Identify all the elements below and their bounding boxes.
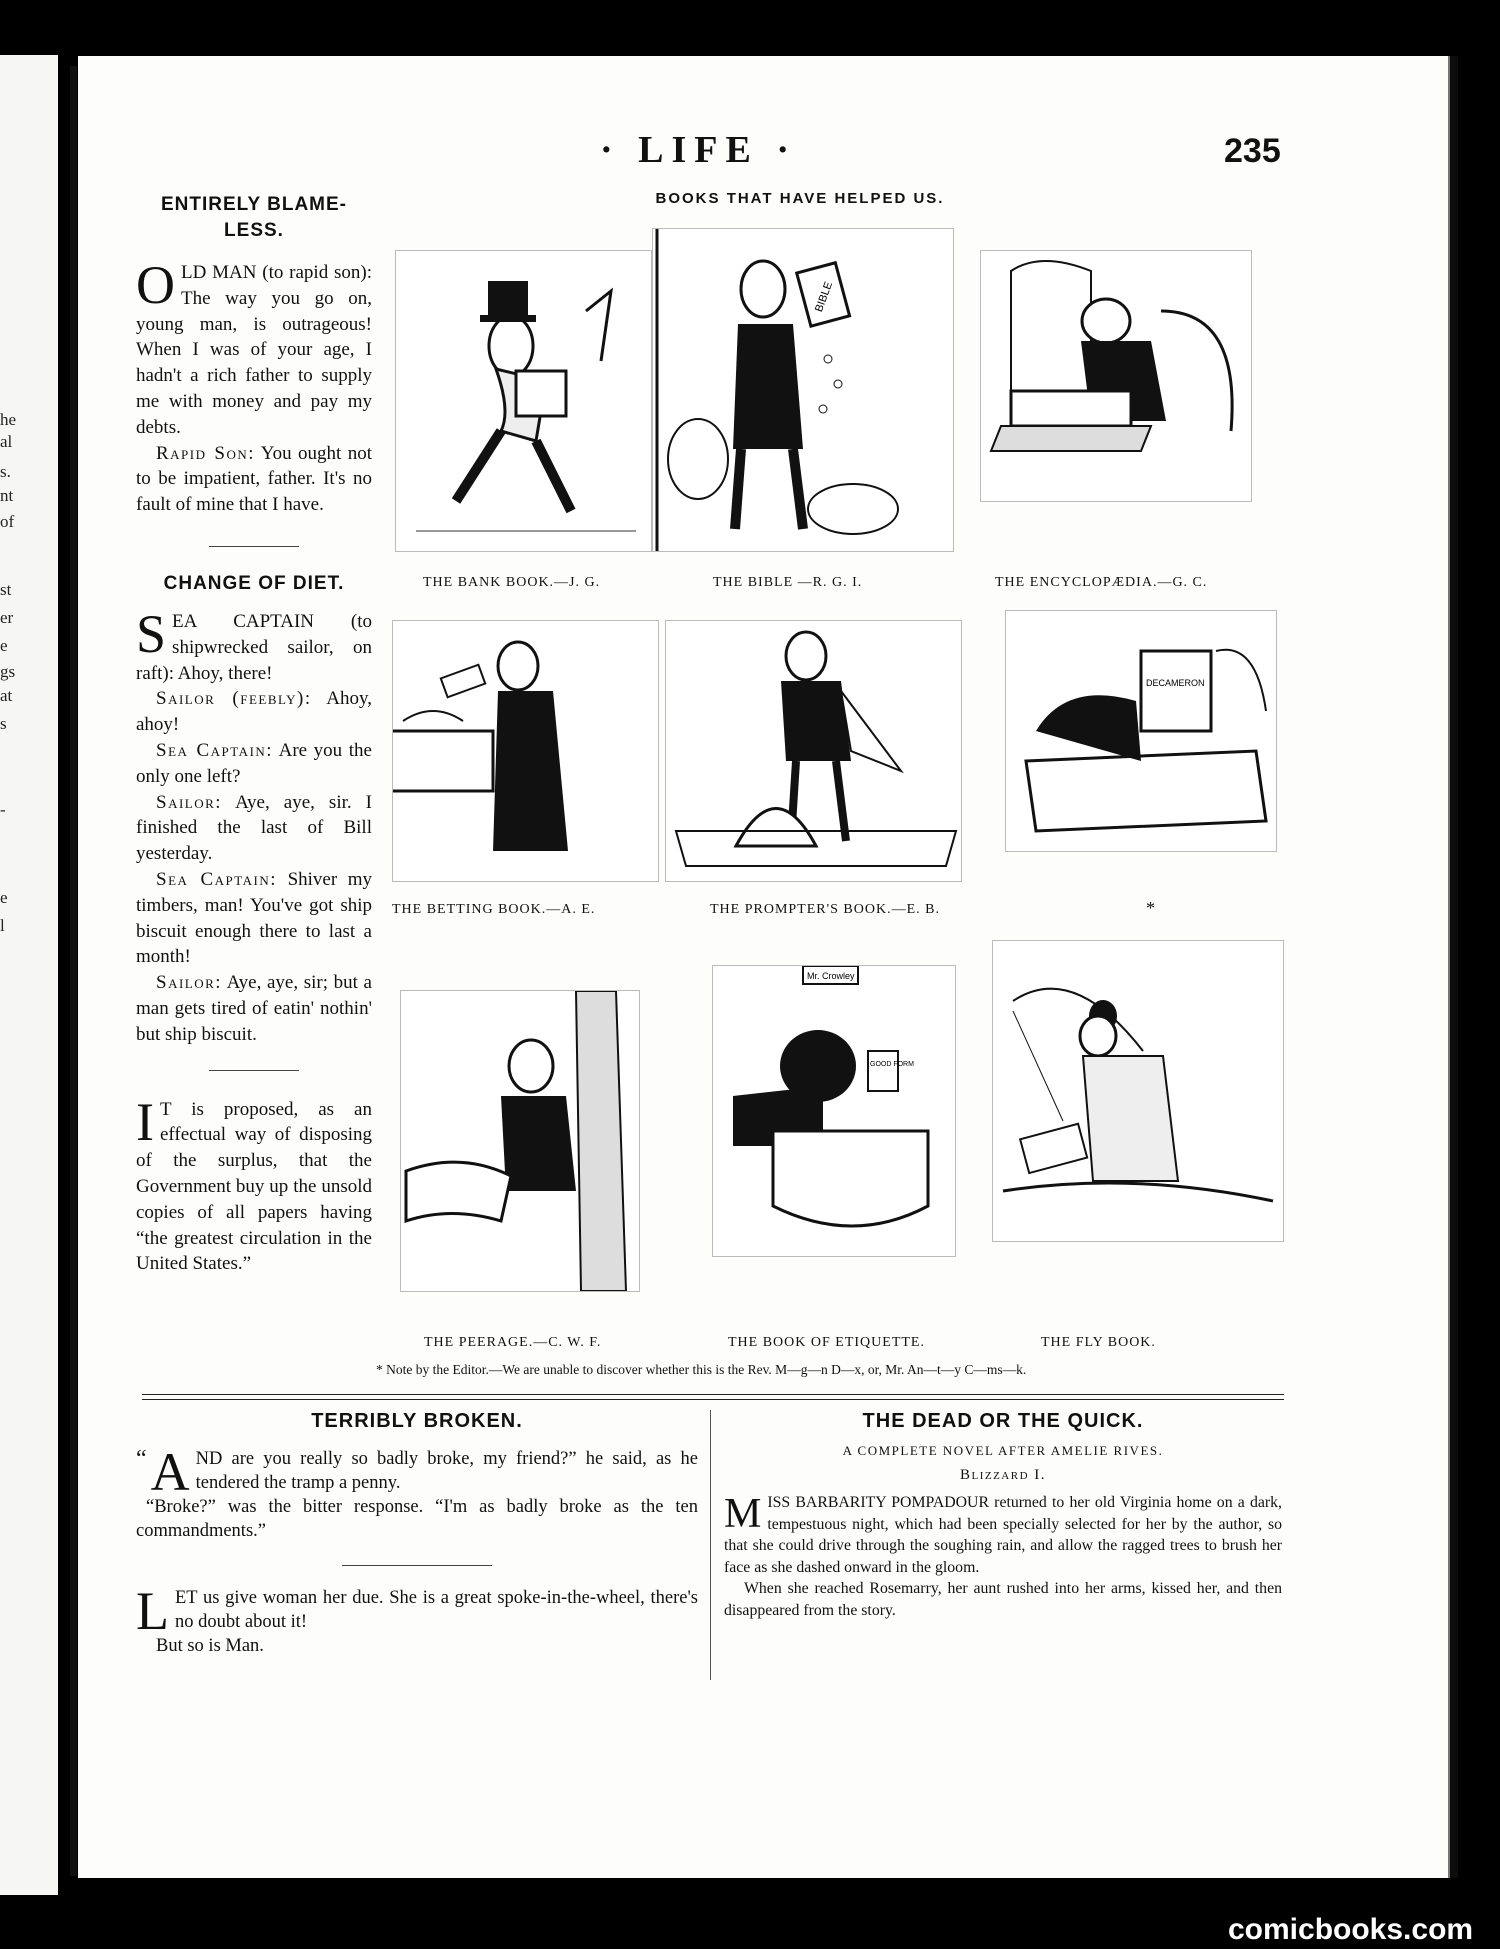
watermark-logo: comicbooks.com	[1228, 1913, 1474, 1946]
story-title-terribly-broken: TERRIBLY BROKEN.	[311, 1410, 523, 1432]
left-page-text-fragment: he	[0, 410, 17, 429]
page-edge	[1448, 56, 1458, 1878]
speaker-label: Rapid Son:	[156, 442, 256, 464]
man-writing-illustration	[981, 251, 1251, 501]
caption-bank-book: THE BANK BOOK.—J. G.	[423, 575, 601, 590]
story-terribly-broken	[136, 1442, 698, 1543]
caption-bible: THE BIBLE —R. G. I.	[713, 575, 863, 590]
cartoon-fly-book	[992, 940, 1284, 1242]
man-pouring-money-illustration	[653, 229, 953, 551]
editor-note: * Note by the Editor.—We are unable to discover whether this is the Rev. M—g—n D—x, or, Mr. An—t—y C—ms—k.	[376, 1362, 1027, 1377]
cartoon-etiquette	[712, 965, 956, 1257]
story-surplus	[136, 1091, 372, 1278]
page-spine	[70, 66, 77, 1876]
story-title-change-of-diet: CHANGE OF DIET.	[163, 572, 345, 594]
story-text: EA CAPTAIN (to shipwrecked sailor, on raft): Ahoy, there!	[136, 610, 372, 684]
fisherman-illustration	[993, 941, 1283, 1241]
story-text: T is proposed, as an effectual way of disposing of the surplus, that the Government buy up the unsold copies of all papers having “the greatest circulation in the United States.”	[136, 1098, 372, 1275]
drop-cap: A	[150, 1442, 190, 1502]
left-page-text-fragment: al	[0, 432, 13, 451]
left-page-text-fragment: er	[0, 608, 14, 627]
left-page-text-fragment: e	[0, 636, 8, 655]
divider	[342, 1565, 492, 1566]
sign-label: Mr. Crowley	[807, 971, 855, 981]
left-page-text-fragment: at	[0, 686, 13, 705]
story-entirely-blameless	[136, 255, 372, 518]
left-page-text-fragment: of	[0, 512, 15, 531]
running-man-illustration	[396, 251, 651, 551]
story-text: “Broke?” was the bitter response. “I'm as badly broke as the ten commandments.”	[136, 1497, 698, 1541]
story-text: Aye, aye, sir. I finished the last of Bill yesterday.	[136, 791, 373, 865]
man-at-racetrack-illustration	[393, 621, 658, 881]
story-text: LD MAN (to rapid son): The way you go on, young man, is outrageous! When I was of your age, I hadn't a rich father to supply me with money and pay my debts.	[136, 262, 372, 438]
story-text: But so is Man.	[156, 1636, 264, 1656]
drop-cap: O	[136, 255, 175, 315]
cartoon-asterisk	[1005, 610, 1277, 852]
story-text: ET us give woman her due. She is a great spoke-in-the-wheel, there's no doubt about it!	[175, 1588, 698, 1632]
left-page-text-fragment: nt	[0, 486, 14, 505]
masthead: · LIFE ·	[600, 129, 798, 171]
speaker-label: Sea Captain:	[156, 739, 274, 761]
open-quote: “	[136, 1446, 147, 1472]
cartoon-bible	[652, 228, 954, 552]
story-text: Ahoy, ahoy!	[136, 688, 373, 736]
decameron-cover-label: DECAMERON	[1146, 678, 1205, 688]
speaker-label: Sailor (feebly):	[156, 688, 312, 710]
story-title-entirely-blameless: ENTIRELY BLAME- LESS.	[160, 194, 348, 241]
drop-cap: S	[136, 603, 167, 664]
caption-peerage: THE PEERAGE.—C. W. F.	[424, 1335, 602, 1350]
story-dead-or-quick	[724, 1492, 1282, 1621]
man-reading-on-sofa-illustration	[1006, 611, 1276, 851]
drop-cap: M	[724, 1491, 762, 1537]
speaker-label: Sailor:	[156, 791, 223, 813]
bottom-right-column	[724, 1410, 1282, 1621]
story-text: Aye, aye, sir; but a man gets tired of eatin' nothin' but ship biscuit.	[136, 972, 372, 1045]
speaker-label: Sailor:	[156, 972, 223, 994]
caption-encyclopaedia: THE ENCYCLOPÆDIA.—G. C.	[995, 575, 1208, 590]
left-page-text-fragment: e	[0, 888, 8, 907]
story-text: You ought not to be impatient, father. It's no fault of mine that I have.	[136, 442, 372, 516]
cartoon-prompters-book	[665, 620, 962, 882]
story-title-dead-or-quick: THE DEAD OR THE QUICK.	[862, 1410, 1144, 1432]
cartoon-bank-book	[395, 250, 652, 552]
story-text: ISS BARBARITY POMPADOUR returned to her old Virginia home on a dark, tempestuous night, which had been specially selected for her by the author, so that she could drive through the soughing rain, and allow the ragged trees to brush her face as she dashed onward in the gloom.	[724, 1494, 1282, 1576]
cartoon-peerage	[400, 990, 640, 1292]
book-cover-label: GOOD FORM	[870, 1061, 914, 1068]
drop-cap: I	[136, 1091, 154, 1152]
page-number: 235	[1224, 132, 1281, 170]
section-divider-rule	[142, 1394, 1284, 1400]
left-page-text-fragment: s	[0, 714, 7, 733]
cartoon-betting-book	[392, 620, 659, 882]
story-subtitle: A COMPLETE NOVEL AFTER AMELIE RIVES.	[842, 1443, 1164, 1458]
caption-fly-book: THE FLY BOOK.	[1041, 1335, 1156, 1350]
left-page-text-fragment: l	[0, 916, 5, 935]
cartoon-encyclopaedia	[980, 250, 1252, 502]
man-at-table-illustration	[713, 966, 955, 1256]
caption-asterisk: *	[1146, 898, 1156, 918]
bottom-left-column	[136, 1410, 698, 1658]
left-page-text-fragment: s.	[0, 462, 11, 481]
story-text: When she reached Rosemarry, her aunt rushed into her arms, kissed her, and then disappeared from the story.	[724, 1580, 1282, 1619]
left-page-text-fragment: st	[0, 580, 12, 599]
story-text: Shiver my timbers, man! You've got ship biscuit enough there to last a month!	[136, 868, 372, 968]
drop-cap: L	[136, 1581, 169, 1641]
left-page-fragment	[0, 55, 58, 1895]
left-page-text-fragment: gs	[0, 662, 16, 681]
bible-cover-label: BIBLE	[813, 280, 836, 314]
divider	[209, 546, 299, 547]
left-page-text-fragment: -	[0, 800, 6, 819]
left-column	[136, 192, 372, 1277]
man-with-large-book-illustration	[401, 991, 639, 1291]
speaker-label: Sea Captain:	[156, 868, 278, 890]
cartoon-series-title: BOOKS THAT HAVE HELPED US.	[655, 190, 945, 207]
column-divider	[710, 1410, 711, 1680]
story-change-of-diet	[136, 603, 373, 1048]
caption-prompters-book: THE PROMPTER'S BOOK.—E. B.	[710, 902, 940, 917]
actor-on-stage-illustration	[666, 621, 961, 881]
chapter-heading: Blizzard I.	[959, 1467, 1047, 1483]
caption-betting-book: THE BETTING BOOK.—A. E.	[392, 902, 596, 917]
divider	[209, 1070, 299, 1071]
story-text: ND are you really so badly broke, my friend?” he said, as he tendered the tramp a penny.	[195, 1449, 698, 1493]
caption-etiquette: THE BOOK OF ETIQUETTE.	[728, 1335, 925, 1350]
story-woman-her-due	[136, 1581, 698, 1658]
story-text: Are you the only one left?	[136, 739, 372, 787]
